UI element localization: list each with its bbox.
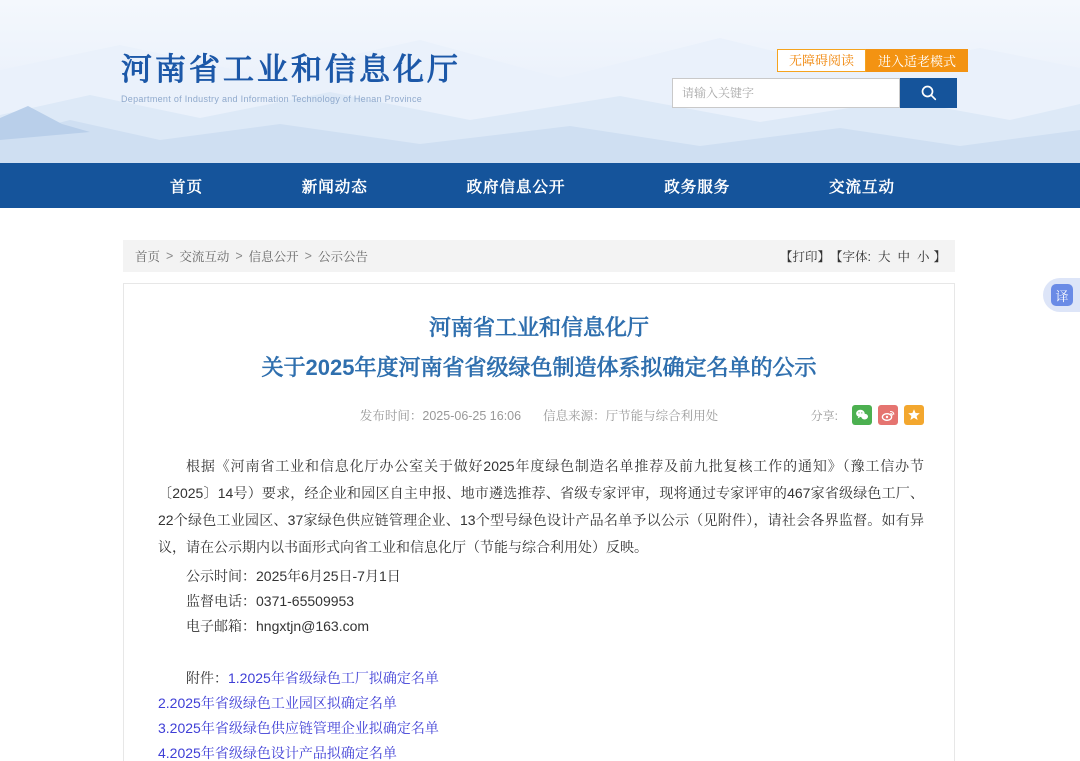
attachment-link-1[interactable]: 1.2025年省级绿色工厂拟确定名单: [228, 670, 439, 686]
share-label: 分享:: [810, 408, 838, 423]
attachment-row: [158, 716, 924, 741]
main-nav-items: [170, 163, 895, 208]
site-search: [672, 78, 957, 108]
nav-item-gov-services[interactable]: 政务服务: [664, 178, 731, 196]
site-logo[interactable]: [121, 44, 461, 104]
publish-time-label: 发布时间：: [359, 409, 423, 423]
attachment-link-4[interactable]: 4.2025年省级绿色设计产品拟确定名单: [158, 745, 397, 761]
breadcrumb: [135, 247, 368, 265]
article-title-line1: 河南省工业和信息化厅: [428, 315, 649, 340]
nav-item-news[interactable]: 新闻动态: [301, 178, 368, 196]
contact-email: 电子邮箱：hngxtjn@163.com: [186, 618, 370, 634]
font-size-label-suffix: 】: [933, 250, 946, 264]
nav-item-home[interactable]: 首页: [170, 178, 204, 196]
breadcrumb-interaction[interactable]: 交流互动: [179, 250, 230, 264]
article-info-block: [158, 564, 924, 639]
attachment-link-3[interactable]: 3.2025年省级绿色供应链管理企业拟确定名单: [158, 720, 439, 736]
header-utility-buttons: [777, 49, 968, 72]
breadcrumb-bar: [123, 240, 955, 272]
attachments: [158, 666, 924, 761]
article-card: [123, 283, 955, 761]
attachment-link-2[interactable]: 2.2025年省级绿色工业园区拟确定名单: [158, 695, 397, 711]
font-size-label: 【字体:: [829, 250, 871, 264]
share-box: [811, 405, 924, 425]
breadcrumb-separator: >: [235, 249, 243, 263]
attachment-row: [158, 741, 924, 761]
breadcrumb-home[interactable]: 首页: [135, 250, 161, 264]
print-button[interactable]: 【打印】: [779, 250, 830, 264]
attachment-row: [158, 691, 924, 716]
search-button[interactable]: [900, 78, 957, 108]
favorite-share-icon[interactable]: [904, 405, 924, 425]
nav-item-interaction[interactable]: 交流互动: [828, 178, 895, 196]
attachments-label: 附件：: [186, 670, 228, 686]
breadcrumb-announcements[interactable]: 公示公告: [317, 250, 368, 264]
breadcrumb-separator: >: [166, 249, 174, 263]
page-tools: [780, 247, 946, 265]
translate-icon: 译: [1051, 284, 1073, 306]
accessibility-button[interactable]: 无障碍阅读: [777, 49, 866, 72]
nav-item-gov-info[interactable]: 政府信息公开: [466, 178, 566, 196]
main-nav: [0, 163, 1080, 208]
attachment-row: [158, 666, 924, 691]
article-body: [158, 453, 924, 761]
search-icon: [920, 84, 938, 102]
site-title: 河南省工业和信息化厅: [121, 52, 461, 87]
site-header: [0, 0, 1080, 163]
article-paragraph: 根据《河南省工业和信息化厅办公室关于做好2025年度绿色制造名单推荐及前九批复核工作的通知》（豫工信办节〔2025〕14号）要求，经企业和园区自主申报、地市遴选推荐、省级专家评审，现将通过专家评审的467家省级绿色工厂、22个绿色工业园区、37家绿色供应链管理企业、13个型号绿色设计产品名单予以公示（见附件），请社会各界监督。如有异议，请在公示期内以书面形式向省工业和信息化厅（节能与综合利用处）反映。: [158, 458, 924, 555]
publish-time-value: 2025-06-25 16:06: [422, 409, 522, 423]
elder-mode-button[interactable]: 进入适老模式: [866, 49, 968, 72]
breadcrumb-info-disclosure[interactable]: 信息公开: [248, 250, 299, 264]
font-size-small[interactable]: 小: [916, 250, 930, 264]
font-size-large[interactable]: 大: [877, 250, 891, 264]
font-size-medium[interactable]: 中: [897, 250, 910, 264]
supervision-phone: 监督电话：0371-65509953: [186, 593, 355, 609]
article-meta: [124, 403, 954, 429]
site-subtitle-en: Department of Industry and Information Technology of Henan Province: [121, 94, 423, 104]
source-value: 厅节能与综合利用处: [605, 409, 719, 423]
search-input[interactable]: [672, 78, 900, 108]
publicity-period: 公示时间：2025年6月25日-7月1日: [186, 568, 401, 584]
translate-widget[interactable]: [1043, 278, 1080, 312]
weibo-share-icon[interactable]: [878, 405, 898, 425]
breadcrumb-separator: >: [304, 249, 312, 263]
source-label: 信息来源：: [543, 409, 606, 423]
article-title: [124, 308, 954, 388]
wechat-share-icon[interactable]: [852, 405, 872, 425]
article-title-line2: 关于2025年度河南省省级绿色制造体系拟确定名单的公示: [261, 355, 817, 380]
